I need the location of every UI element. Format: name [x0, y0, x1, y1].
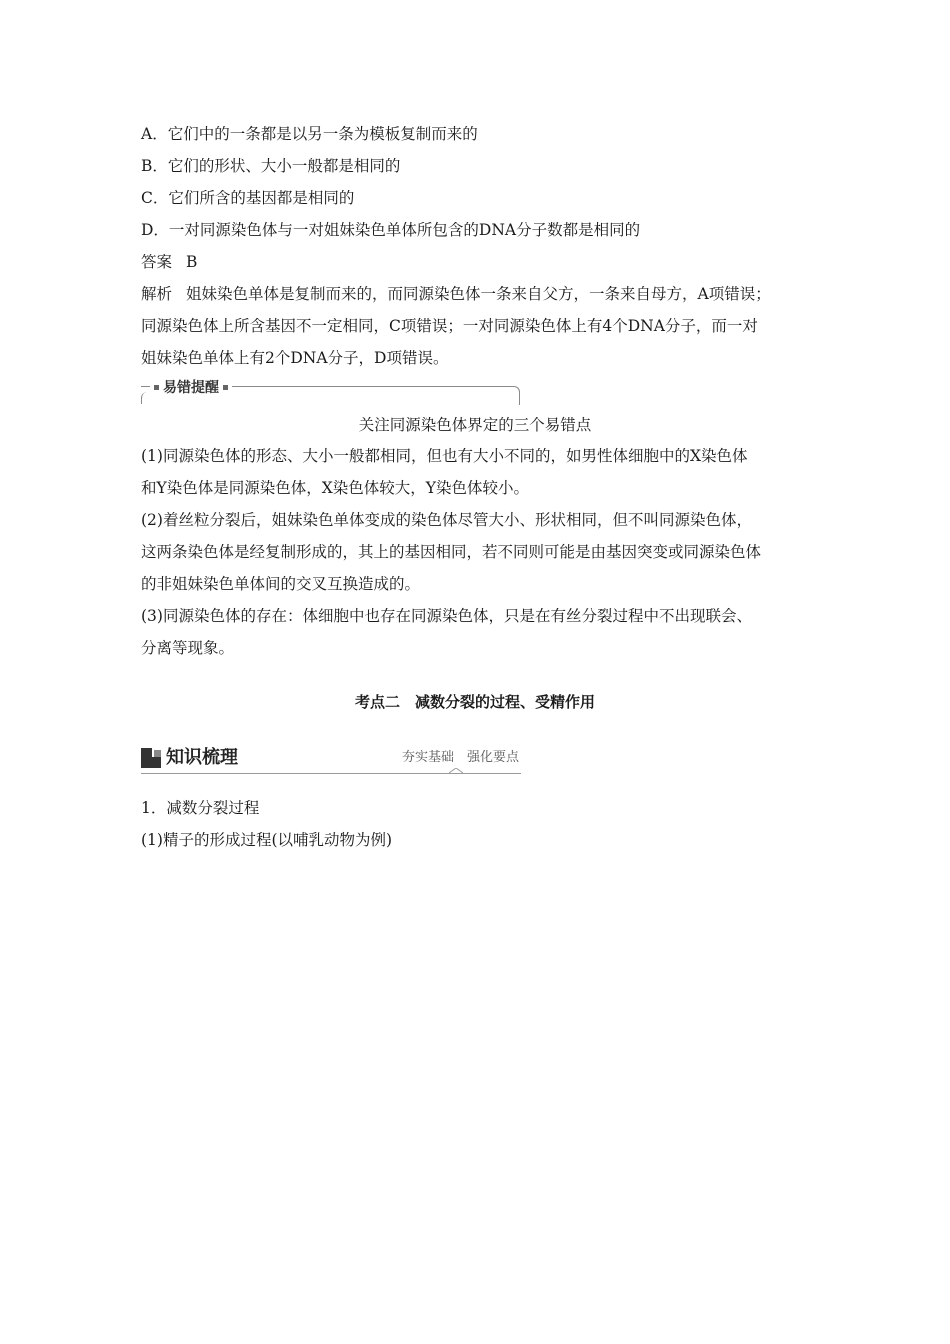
- section-heading: 考点二 减数分裂的过程、受精作用: [354, 693, 595, 711]
- callout-line-3: (2)着丝粒分裂后，姐妹染色单体变成的染色体尽管大小、形状相同，但不叫同源染色体，: [141, 511, 752, 529]
- knowledge-header-subtitle: 夯实基础 强化要点: [401, 750, 519, 765]
- option-a: A．它们中的一条都是以另一条为模板复制而来的: [141, 125, 478, 143]
- analysis-label: 解析: [141, 285, 173, 303]
- square-bullet-icon: [223, 385, 228, 390]
- notch-icon: [449, 768, 463, 776]
- analysis-line-1: [141, 284, 821, 304]
- option-c: C．它们所含的基因都是相同的: [141, 189, 355, 207]
- body-item-1-sub: (1)精子的形成过程(以哺乳动物为例): [141, 831, 393, 849]
- callout-label-text: 易错提醒: [163, 380, 219, 396]
- answer-label: 答案: [141, 253, 173, 271]
- square-bullet-icon: [154, 385, 159, 390]
- knowledge-header: [141, 745, 521, 774]
- corner-block-icon: [141, 748, 161, 768]
- analysis-line-2: 同源染色体上所含基因不一定相同，C项错误；一对同源染色体上有4个DNA分子，而一对: [141, 317, 758, 335]
- callout-label: [150, 377, 232, 397]
- callout-line-5: 的非姐妹染色单体间的交叉互换造成的。: [141, 575, 421, 593]
- callout-line-1: (1)同源染色体的形态、大小一般都相同，但也有大小不同的，如男性体细胞中的X染色体: [141, 447, 748, 465]
- body-item-1: 1．减数分裂过程: [141, 799, 260, 817]
- option-b: B．它们的形状、大小一般都是相同的: [141, 157, 401, 175]
- answer-line: [141, 252, 821, 272]
- callout-line-6: (3)同源染色体的存在：体细胞中也存在同源染色体，只是在有丝分裂过程中不出现联会、: [141, 607, 752, 625]
- callout-line-2: 和Y染色体是同源染色体，X染色体较大，Y染色体较小。: [141, 479, 530, 497]
- knowledge-header-title: 知识梳理: [166, 747, 238, 768]
- option-d: D．一对同源染色体与一对姐妹染色单体所包含的DNA分子数都是相同的: [141, 221, 641, 239]
- callout-frame-left: [141, 392, 148, 404]
- analysis-text-1: 姐妹染色单体是复制而来的，而同源染色体一条来自父方，一条来自母方，A项错误；: [186, 285, 771, 303]
- callout-line-7: 分离等现象。: [141, 639, 235, 657]
- callout-title: 关注同源染色体界定的三个易错点: [358, 416, 592, 434]
- analysis-line-3: 姐妹染色单体上有2个DNA分子，D项错误。: [141, 349, 449, 367]
- callout-line-4: 这两条染色体是经复制形成的，其上的基因相同，若不同则可能是由基因突变或同源染色体: [141, 543, 762, 561]
- answer-value: B: [186, 253, 198, 271]
